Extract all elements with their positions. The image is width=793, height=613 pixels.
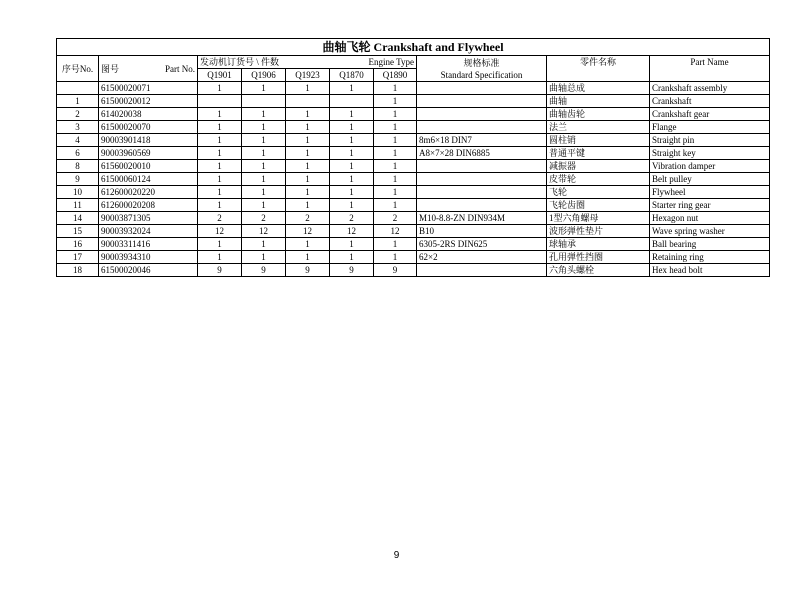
row-seq: 11 — [57, 199, 99, 212]
table-row — [57, 147, 770, 160]
row-seq: 2 — [57, 108, 99, 121]
row-part-no: 612600020208 — [99, 199, 198, 212]
row-name-cn: 波形弹性垫片 — [547, 225, 650, 238]
header-engine-cn: 发动机订货号 \ 件数 — [200, 57, 280, 67]
engine-type-header: Q1901 — [198, 69, 242, 82]
table-row — [57, 264, 770, 277]
row-qty: 1 — [374, 108, 417, 121]
row-qty: 12 — [330, 225, 374, 238]
row-spec — [417, 264, 547, 277]
row-qty: 1 — [374, 186, 417, 199]
row-qty: 1 — [286, 147, 330, 160]
row-qty: 1 — [374, 251, 417, 264]
row-qty: 1 — [374, 238, 417, 251]
row-qty: 1 — [286, 199, 330, 212]
row-qty: 1 — [198, 199, 242, 212]
row-qty: 1 — [242, 251, 286, 264]
row-name-cn: 曲轴齿轮 — [547, 108, 650, 121]
table-row — [57, 95, 770, 108]
row-qty: 1 — [330, 238, 374, 251]
row-part-no: 90003901418 — [99, 134, 198, 147]
row-qty: 1 — [286, 173, 330, 186]
row-spec — [417, 95, 547, 108]
row-qty: 9 — [286, 264, 330, 277]
row-qty: 1 — [374, 121, 417, 134]
row-qty: 1 — [242, 173, 286, 186]
table-row — [57, 121, 770, 134]
row-seq — [57, 82, 99, 95]
row-seq: 16 — [57, 238, 99, 251]
row-qty: 2 — [198, 212, 242, 225]
row-spec: B10 — [417, 225, 547, 238]
row-qty: 1 — [242, 121, 286, 134]
row-qty: 1 — [198, 160, 242, 173]
engine-type-header: Q1870 — [330, 69, 374, 82]
row-seq: 1 — [57, 95, 99, 108]
row-spec — [417, 186, 547, 199]
table-row — [57, 134, 770, 147]
header-row-1 — [57, 56, 770, 69]
row-name-cn: 圆柱销 — [547, 134, 650, 147]
row-qty: 12 — [198, 225, 242, 238]
table-row — [57, 225, 770, 238]
row-qty: 12 — [286, 225, 330, 238]
row-name-en: Vibration damper — [650, 160, 770, 173]
row-name-en: Wave spring washer — [650, 225, 770, 238]
table-row — [57, 199, 770, 212]
row-qty: 1 — [242, 134, 286, 147]
row-spec: A8×7×28 DIN6885 — [417, 147, 547, 160]
row-qty: 1 — [330, 173, 374, 186]
row-qty: 1 — [198, 121, 242, 134]
row-spec: 8m6×18 DIN7 — [417, 134, 547, 147]
row-qty: 2 — [242, 212, 286, 225]
row-spec — [417, 121, 547, 134]
row-seq: 3 — [57, 121, 99, 134]
row-qty: 1 — [242, 199, 286, 212]
row-name-en: Crankshaft gear — [650, 108, 770, 121]
row-qty: 1 — [374, 199, 417, 212]
table-row — [57, 160, 770, 173]
row-part-no: 90003871305 — [99, 212, 198, 225]
row-qty: 1 — [286, 186, 330, 199]
row-qty: 1 — [330, 121, 374, 134]
row-qty: 1 — [198, 238, 242, 251]
row-part-no: 61500020046 — [99, 264, 198, 277]
row-part-no: 90003934310 — [99, 251, 198, 264]
row-spec — [417, 82, 547, 95]
row-part-no: 61500020070 — [99, 121, 198, 134]
header-spec-cn: 规格标准 — [463, 57, 500, 68]
row-name-cn: 1型六角螺母 — [547, 212, 650, 225]
row-qty: 1 — [374, 160, 417, 173]
row-qty: 1 — [330, 147, 374, 160]
row-qty: 9 — [198, 264, 242, 277]
row-qty: 1 — [330, 251, 374, 264]
table-row — [57, 108, 770, 121]
engine-type-header: Q1906 — [242, 69, 286, 82]
row-part-no: 612600020220 — [99, 186, 198, 199]
row-qty: 1 — [242, 160, 286, 173]
row-qty: 9 — [374, 264, 417, 277]
row-name-cn: 普通平键 — [547, 147, 650, 160]
table-row — [57, 82, 770, 95]
table-body — [57, 39, 770, 277]
row-qty: 9 — [330, 264, 374, 277]
row-qty — [242, 95, 286, 108]
row-qty: 1 — [242, 186, 286, 199]
row-qty: 1 — [330, 199, 374, 212]
row-part-no: 90003311416 — [99, 238, 198, 251]
row-qty: 1 — [198, 108, 242, 121]
table-title: 曲轴飞轮 Crankshaft and Flywheel — [57, 39, 770, 56]
row-qty: 1 — [198, 134, 242, 147]
row-qty: 12 — [374, 225, 417, 238]
row-name-en: Flange — [650, 121, 770, 134]
row-part-no: 90003932024 — [99, 225, 198, 238]
header-part-en: Part No. — [165, 63, 195, 74]
row-qty: 1 — [286, 82, 330, 95]
row-name-cn: 曲轴总成 — [547, 82, 650, 95]
row-spec — [417, 160, 547, 173]
row-qty: 1 — [374, 82, 417, 95]
table-row — [57, 186, 770, 199]
row-qty: 1 — [330, 134, 374, 147]
page-number: 9 — [393, 550, 400, 561]
row-qty: 1 — [286, 238, 330, 251]
row-name-cn: 法兰 — [547, 121, 650, 134]
header-engine-en: Engine Type — [368, 57, 414, 67]
row-name-en: Belt pulley — [650, 173, 770, 186]
row-qty: 9 — [242, 264, 286, 277]
row-name-en: Crankshaft — [650, 95, 770, 108]
row-name-en: Flywheel — [650, 186, 770, 199]
engine-type-header: Q1890 — [374, 69, 417, 82]
row-qty: 1 — [286, 160, 330, 173]
row-qty: 1 — [198, 173, 242, 186]
row-seq: 18 — [57, 264, 99, 277]
table-row — [57, 173, 770, 186]
row-qty: 1 — [330, 82, 374, 95]
row-qty: 1 — [198, 82, 242, 95]
row-name-cn: 减振器 — [547, 160, 650, 173]
row-seq: 4 — [57, 134, 99, 147]
table-row — [57, 238, 770, 251]
row-qty — [330, 95, 374, 108]
header-engine — [198, 56, 417, 69]
row-qty: 1 — [374, 95, 417, 108]
row-name-en: Straight key — [650, 147, 770, 160]
row-qty: 1 — [330, 108, 374, 121]
header-spec — [417, 56, 547, 82]
row-name-en: Ball bearing — [650, 238, 770, 251]
row-seq: 9 — [57, 173, 99, 186]
row-part-no: 614020038 — [99, 108, 198, 121]
header-name-cn: 零件名称 — [547, 56, 650, 82]
row-qty: 2 — [374, 212, 417, 225]
row-part-no: 61500020071 — [99, 82, 198, 95]
row-spec: 6305-2RS DIN625 — [417, 238, 547, 251]
row-name-en: Crankshaft assembly — [650, 82, 770, 95]
row-seq: 17 — [57, 251, 99, 264]
row-name-en: Straight pin — [650, 134, 770, 147]
header-spec-en: Standard Specification — [440, 69, 523, 80]
row-seq: 15 — [57, 225, 99, 238]
row-qty: 1 — [286, 108, 330, 121]
row-qty — [286, 95, 330, 108]
row-seq: 14 — [57, 212, 99, 225]
row-qty: 1 — [286, 134, 330, 147]
title-row — [57, 39, 770, 56]
row-qty: 1 — [198, 251, 242, 264]
row-spec — [417, 173, 547, 186]
row-spec: 62×2 — [417, 251, 547, 264]
row-name-en: Retaining ring — [650, 251, 770, 264]
row-seq: 10 — [57, 186, 99, 199]
row-qty: 1 — [374, 147, 417, 160]
row-qty: 1 — [242, 82, 286, 95]
row-qty — [198, 95, 242, 108]
engine-type-header: Q1923 — [286, 69, 330, 82]
row-qty: 12 — [242, 225, 286, 238]
row-name-cn: 球轴承 — [547, 238, 650, 251]
row-name-en: Starter ring gear — [650, 199, 770, 212]
row-part-no: 90003960569 — [99, 147, 198, 160]
row-name-cn: 飞轮齿圈 — [547, 199, 650, 212]
row-qty: 1 — [242, 238, 286, 251]
row-name-en: Hex head bolt — [650, 264, 770, 277]
row-name-cn: 曲轴 — [547, 95, 650, 108]
row-qty: 1 — [242, 147, 286, 160]
row-qty: 1 — [374, 173, 417, 186]
row-spec — [417, 199, 547, 212]
row-qty: 1 — [286, 251, 330, 264]
row-name-cn: 孔用弹性挡圈 — [547, 251, 650, 264]
row-part-no: 61500060124 — [99, 173, 198, 186]
row-qty: 1 — [330, 186, 374, 199]
row-qty: 1 — [286, 121, 330, 134]
row-qty: 1 — [374, 134, 417, 147]
row-qty: 1 — [198, 186, 242, 199]
row-qty: 1 — [198, 147, 242, 160]
row-qty: 1 — [242, 108, 286, 121]
table-row — [57, 251, 770, 264]
row-name-cn: 飞轮 — [547, 186, 650, 199]
row-seq: 8 — [57, 160, 99, 173]
table-row — [57, 212, 770, 225]
row-name-cn: 六角头螺栓 — [547, 264, 650, 277]
row-seq: 6 — [57, 147, 99, 160]
parts-table — [56, 38, 770, 277]
row-part-no: 61560020010 — [99, 160, 198, 173]
header-seq: 序号No. — [57, 56, 99, 82]
header-part-no — [99, 56, 198, 82]
row-name-en: Hexagon nut — [650, 212, 770, 225]
header-name-en: Part Name — [650, 56, 770, 82]
row-spec: M10-8.8-ZN DIN934M — [417, 212, 547, 225]
row-spec — [417, 108, 547, 121]
header-part-cn: 图号 — [101, 63, 120, 74]
row-qty: 2 — [286, 212, 330, 225]
row-name-cn: 皮带轮 — [547, 173, 650, 186]
row-qty: 1 — [330, 160, 374, 173]
row-part-no: 61500020012 — [99, 95, 198, 108]
row-qty: 2 — [330, 212, 374, 225]
